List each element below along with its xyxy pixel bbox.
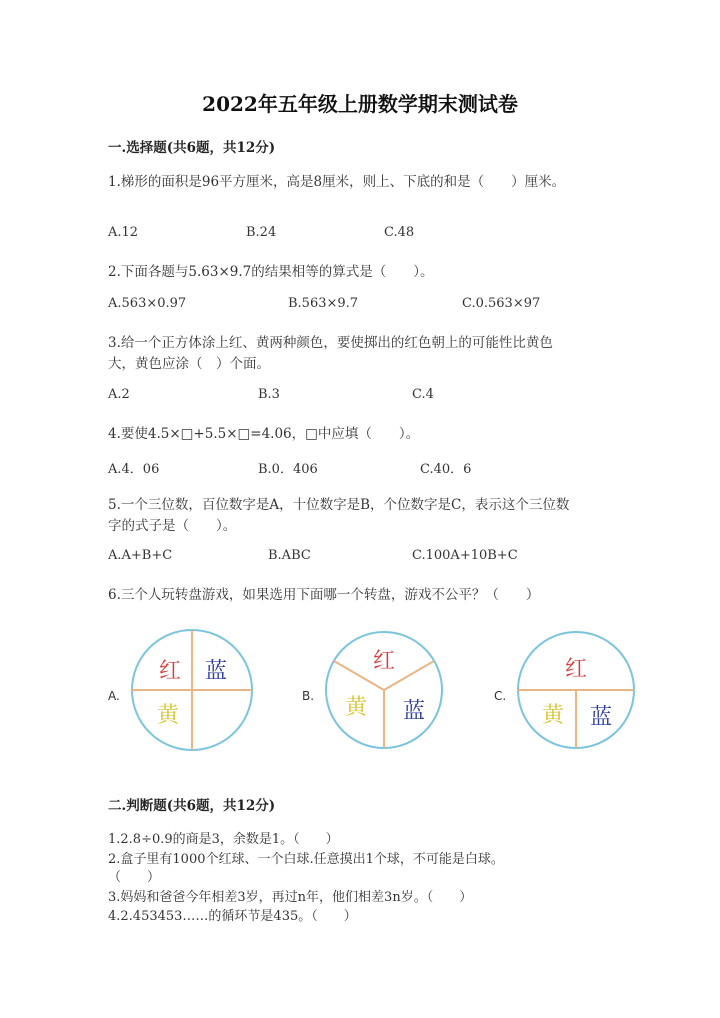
page-title: 2022年五年级上册数学期末测试卷 — [202, 92, 518, 116]
spinner-b-label: B. — [302, 689, 315, 703]
question-1-text: 1.梯形的面积是96平方厘米，高是8厘米，则上、下底的和是（ ）厘米。 — [108, 174, 566, 190]
spinner-b-blue: 蓝 — [402, 699, 426, 724]
question-2-option-c[interactable]: C.0.563×97 — [462, 296, 541, 311]
judgment-item-1: 1.2.8÷0.9的商是3，余数是1。（ ） — [108, 832, 339, 847]
spinner-a-label: A. — [108, 689, 120, 703]
question-4-option-c[interactable]: C.40．6 — [420, 462, 472, 477]
question-2-option-b[interactable]: B.563×9.7 — [288, 296, 359, 311]
spinner-figures — [0, 620, 720, 770]
question-3-text-line2: 大，黄色应涂（ ）个面。 — [108, 356, 270, 372]
spinner-c-yellow: 黄 — [541, 703, 565, 728]
question-1-option-c[interactable]: C.48 — [384, 225, 415, 240]
question-3-option-b[interactable]: B.3 — [258, 387, 280, 402]
judgment-item-2-answer[interactable]: （ ） — [108, 870, 161, 885]
section-heading-judgment: 二.判断题(共6题，共12分) — [108, 798, 276, 814]
question-5-option-a[interactable]: A.A+B+C — [108, 548, 173, 563]
question-1-option-a[interactable]: A.12 — [108, 225, 139, 240]
spinner-b-red: 红 — [372, 649, 396, 674]
spinner-c[interactable] — [494, 632, 634, 748]
judgment-item-4: 4.2.453453……的循环节是435。（ ） — [108, 909, 357, 924]
question-5-option-c[interactable]: C.100A+10B+C — [412, 548, 518, 563]
question-4-option-b[interactable]: B.0．406 — [258, 462, 318, 477]
question-4-text: 4.要使4.5×□+5.5×□=4.06，□中应填（ ）。 — [108, 426, 420, 442]
question-1-option-b[interactable]: B.24 — [246, 225, 277, 240]
spinner-a-yellow: 黄 — [156, 703, 180, 728]
judgment-item-3: 3.妈妈和爸爸今年相差3岁，再过n年，他们相差3n岁。（ ） — [108, 890, 473, 905]
question-4-option-a[interactable]: A.4．06 — [108, 462, 160, 477]
question-5-text-line2: 字的式子是（ ）。 — [108, 518, 237, 534]
question-3-option-c[interactable]: C.4 — [412, 387, 434, 402]
spinner-c-blue: 蓝 — [589, 705, 613, 730]
question-2-option-a[interactable]: A.563×0.97 — [108, 296, 187, 311]
question-3-option-a[interactable]: A.2 — [108, 387, 130, 402]
spinner-c-label: C. — [494, 689, 507, 703]
spinner-b-yellow: 黄 — [344, 695, 368, 720]
question-6-text: 6.三个人玩转盘游戏，如果选用下面哪一个转盘，游戏不公平？（ ） — [108, 587, 540, 603]
question-5-text-line1: 5.一个三位数，百位数字是A，十位数字是B，个位数字是C，表示这个三位数 — [108, 497, 570, 513]
spinner-c-red: 红 — [564, 657, 588, 682]
spinner-a-blue: 蓝 — [204, 659, 228, 684]
section-heading-choice: 一.选择题(共6题，共12分) — [108, 140, 276, 156]
spinner-b[interactable] — [302, 632, 442, 748]
spinner-a[interactable] — [108, 630, 252, 750]
question-3-text-line1: 3.给一个正方体涂上红、黄两种颜色，要使掷出的红色朝上的可能性比黄色 — [108, 335, 553, 351]
spinner-a-red: 红 — [158, 659, 182, 684]
question-2-text: 2.下面各题与5.63×9.7的结果相等的算式是（ ）。 — [108, 264, 434, 280]
question-5-option-b[interactable]: B.ABC — [268, 548, 311, 563]
judgment-item-2: 2.盒子里有1000个红球、一个白球.任意摸出1个球，不可能是白球。 — [108, 852, 504, 867]
